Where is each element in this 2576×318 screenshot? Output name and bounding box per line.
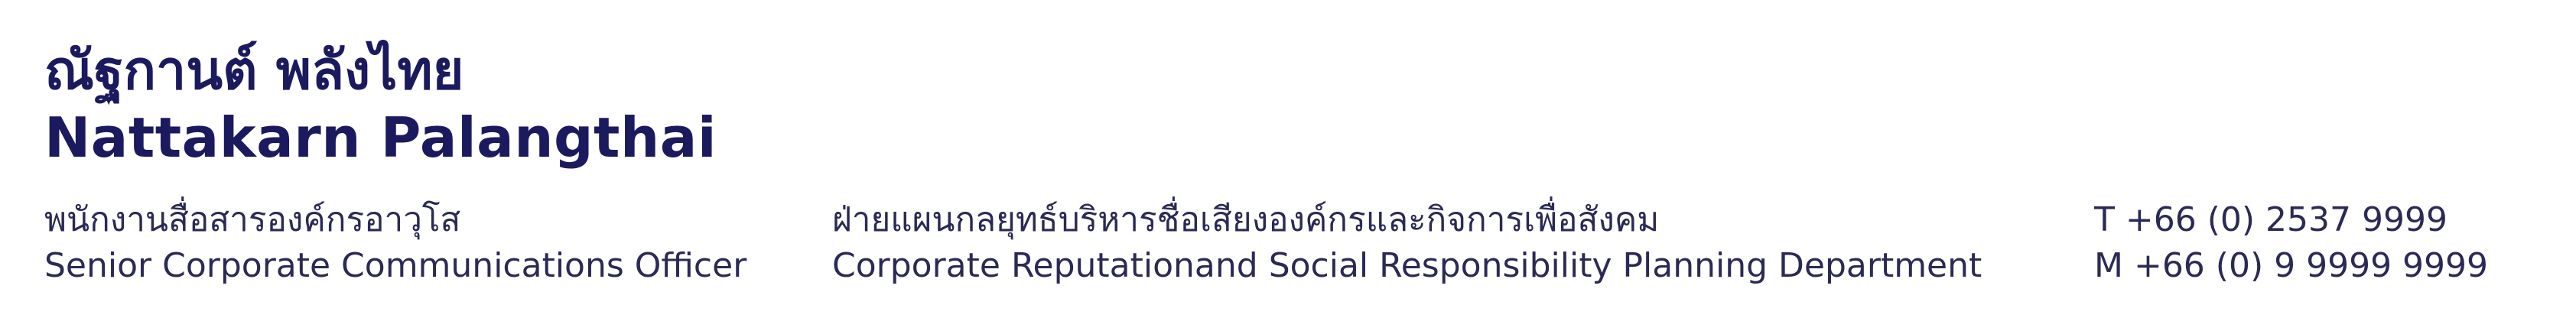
department-block — [832, 197, 1982, 289]
person-name-english: Nattakarn Palangthai — [44, 105, 717, 170]
contact-block — [2094, 197, 2488, 289]
department-name-thai: ฝ่ายแผนกลยุทธ์บริหารชื่อเสียงองค์กรและกิจการเพื่อสังคม — [832, 200, 1660, 239]
position-title-thai: พนักงานสื่อสารองค์กรอาวุโส — [44, 200, 461, 239]
mobile-number[interactable]: M +66 (0) 9 9999 9999 — [2094, 246, 2489, 285]
position-block — [44, 197, 746, 289]
department-name-english: Corporate Reputationand Social Responsibility Planning Department — [832, 246, 1982, 285]
position-title-english: Senior Corporate Communications Officer — [44, 246, 747, 285]
person-name-thai: ณัฐกานต์ พลังไทย — [44, 39, 464, 102]
telephone-number[interactable]: T +66 (0) 2537 9999 — [2094, 200, 2448, 239]
